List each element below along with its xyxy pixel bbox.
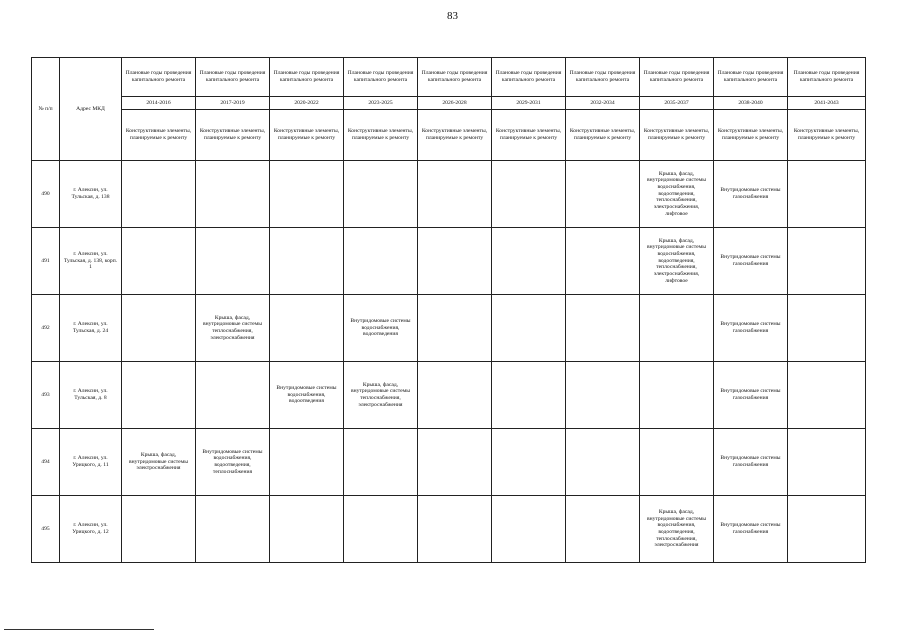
table-row — [32, 228, 866, 295]
repair-elements-cell — [418, 362, 492, 429]
row-number: 492 — [32, 295, 60, 362]
repair-elements-cell — [196, 161, 270, 228]
repair-elements-cell — [418, 429, 492, 496]
header-years-label: Плановые годы проведения капитального ремонта — [714, 58, 788, 97]
row-number: 494 — [32, 429, 60, 496]
repair-elements-cell: Внутридомовые системы водоснабжения, водоотведения, теплоснабжения — [196, 429, 270, 496]
repair-elements-cell — [196, 362, 270, 429]
repair-elements-cell: Крыша, фасад, внутридомовые системы электроснабжения — [122, 429, 196, 496]
repair-elements-cell — [344, 161, 418, 228]
repair-elements-cell — [122, 362, 196, 429]
table-body — [32, 161, 866, 563]
table-row — [32, 295, 866, 362]
header-years-label: Плановые годы проведения капитального ремонта — [788, 58, 866, 97]
repair-elements-cell — [270, 429, 344, 496]
repair-elements-cell — [640, 295, 714, 362]
header-years-label: Плановые годы проведения капитального ремонта — [122, 58, 196, 97]
header-elements-label: Конструктивные элементы, планируемые к ремонту — [640, 110, 714, 161]
repair-elements-cell — [492, 161, 566, 228]
header-elements-label: Конструктивные элементы, планируемые к ремонту — [418, 110, 492, 161]
header-elements-label: Конструктивные элементы, планируемые к ремонту — [122, 110, 196, 161]
repair-elements-cell: Внутридомовые системы газоснабжения — [714, 429, 788, 496]
repair-elements-cell: Внутридомовые системы водоснабжения, водоотведения — [344, 295, 418, 362]
header-period: 2035-2037 — [640, 97, 714, 110]
table-row — [32, 362, 866, 429]
repair-elements-cell — [788, 295, 866, 362]
header-period: 2029-2031 — [492, 97, 566, 110]
repair-elements-cell — [566, 496, 640, 563]
repair-elements-cell: Внутридомовые системы газоснабжения — [714, 295, 788, 362]
repair-elements-cell: Внутридомовые системы газоснабжения — [714, 228, 788, 295]
repair-elements-cell — [122, 228, 196, 295]
header-period: 2020-2022 — [270, 97, 344, 110]
repair-elements-cell: Внутридомовые системы газоснабжения — [714, 161, 788, 228]
repair-elements-cell — [492, 295, 566, 362]
repair-elements-cell — [196, 496, 270, 563]
row-number: 490 — [32, 161, 60, 228]
header-years-label: Плановые годы проведения капитального ремонта — [270, 58, 344, 97]
repair-elements-cell — [270, 228, 344, 295]
repair-elements-cell — [640, 362, 714, 429]
repair-elements-cell — [566, 228, 640, 295]
repair-elements-cell — [492, 496, 566, 563]
repair-elements-cell: Внутридомовые системы водоснабжения, водоотведения — [270, 362, 344, 429]
header-elements-label: Конструктивные элементы, планируемые к ремонту — [196, 110, 270, 161]
row-number: 491 — [32, 228, 60, 295]
header-elements-label: Конструктивные элементы, планируемые к ремонту — [566, 110, 640, 161]
row-number: 493 — [32, 362, 60, 429]
repair-elements-cell — [566, 295, 640, 362]
header-period: 2026-2028 — [418, 97, 492, 110]
header-period: 2014-2016 — [122, 97, 196, 110]
header-period: 2041-2043 — [788, 97, 866, 110]
repair-elements-cell — [122, 161, 196, 228]
repair-elements-cell — [122, 496, 196, 563]
repair-elements-cell — [566, 161, 640, 228]
repair-elements-cell — [270, 161, 344, 228]
repair-elements-cell — [270, 496, 344, 563]
repair-elements-cell — [788, 429, 866, 496]
page-number: 83 — [447, 10, 458, 22]
repair-elements-cell: Крыша, фасад, внутридомовые системы водоснабжения, водоотведения, теплоснабжения, электроснабжения, лифтовое — [640, 161, 714, 228]
row-address: г. Алексин, ул. Урицкого, д. 11 — [60, 429, 122, 496]
row-address: г. Алексин, ул. Урицкого, д. 12 — [60, 496, 122, 563]
row-address: г. Алексин, ул. Тульская, д. 138 — [60, 161, 122, 228]
repair-elements-cell: Крыша, фасад, внутридомовые системы водоснабжения, водоотведения, теплоснабжения, электроснабжения, лифтовое — [640, 228, 714, 295]
repair-elements-cell: Крыша, фасад, внутридомовые системы теплоснабжения, электроснабжения — [196, 295, 270, 362]
table-row — [32, 496, 866, 563]
repair-elements-cell — [196, 228, 270, 295]
header-elements-label: Конструктивные элементы, планируемые к ремонту — [344, 110, 418, 161]
repair-elements-cell — [418, 161, 492, 228]
header-address: Адрес МКД — [60, 58, 122, 161]
header-years-label: Плановые годы проведения капитального ремонта — [640, 58, 714, 97]
header-years-label: Плановые годы проведения капитального ремонта — [196, 58, 270, 97]
repair-elements-cell: Крыша, фасад, внутридомовые системы водоснабжения, водоотведения, теплоснабжения, электроснабжения — [640, 496, 714, 563]
repair-elements-cell: Внутридомовые системы газоснабжения — [714, 496, 788, 563]
repair-elements-cell — [418, 228, 492, 295]
row-address: г. Алексин, ул. Тульская, д. 8 — [60, 362, 122, 429]
repair-elements-cell: Крыша, фасад, внутридомовые системы теплоснабжения, электроснабжения — [344, 362, 418, 429]
header-period: 2032-2034 — [566, 97, 640, 110]
repair-elements-cell — [788, 161, 866, 228]
repair-elements-cell — [566, 362, 640, 429]
repair-elements-cell — [344, 496, 418, 563]
capital-repair-plan-table — [31, 57, 866, 563]
repair-elements-cell — [492, 429, 566, 496]
repair-elements-cell — [344, 228, 418, 295]
header-period: 2038-2040 — [714, 97, 788, 110]
header-years-label: Плановые годы проведения капитального ремонта — [418, 58, 492, 97]
row-address: г. Алексин, ул. Тульская, д. 24 — [60, 295, 122, 362]
header-elements-label: Конструктивные элементы, планируемые к ремонту — [492, 110, 566, 161]
repair-elements-cell — [270, 295, 344, 362]
repair-elements-cell — [566, 429, 640, 496]
header-elements-label: Конструктивные элементы, планируемые к ремонту — [714, 110, 788, 161]
header-years-label: Плановые годы проведения капитального ремонта — [344, 58, 418, 97]
header-period: 2023-2025 — [344, 97, 418, 110]
table-row — [32, 161, 866, 228]
table-header — [32, 58, 866, 161]
header-elements-label: Конструктивные элементы, планируемые к ремонту — [788, 110, 866, 161]
row-address: г. Алексин, ул. Тульская, д. 138, корп. 1 — [60, 228, 122, 295]
repair-elements-cell — [788, 496, 866, 563]
repair-elements-cell — [418, 295, 492, 362]
repair-elements-cell — [640, 429, 714, 496]
row-number: 495 — [32, 496, 60, 563]
repair-elements-cell — [122, 295, 196, 362]
repair-elements-cell — [418, 496, 492, 563]
header-elements-label: Конструктивные элементы, планируемые к ремонту — [270, 110, 344, 161]
repair-elements-cell: Внутридомовые системы газоснабжения — [714, 362, 788, 429]
repair-elements-cell — [344, 429, 418, 496]
header-years-label: Плановые годы проведения капитального ремонта — [566, 58, 640, 97]
header-num: № п/п — [32, 58, 60, 161]
header-years-label: Плановые годы проведения капитального ремонта — [492, 58, 566, 97]
repair-elements-cell — [492, 362, 566, 429]
footnote-separator — [4, 629, 154, 630]
repair-elements-cell — [788, 362, 866, 429]
table-row — [32, 429, 866, 496]
repair-elements-cell — [492, 228, 566, 295]
repair-elements-cell — [788, 228, 866, 295]
header-period: 2017-2019 — [196, 97, 270, 110]
